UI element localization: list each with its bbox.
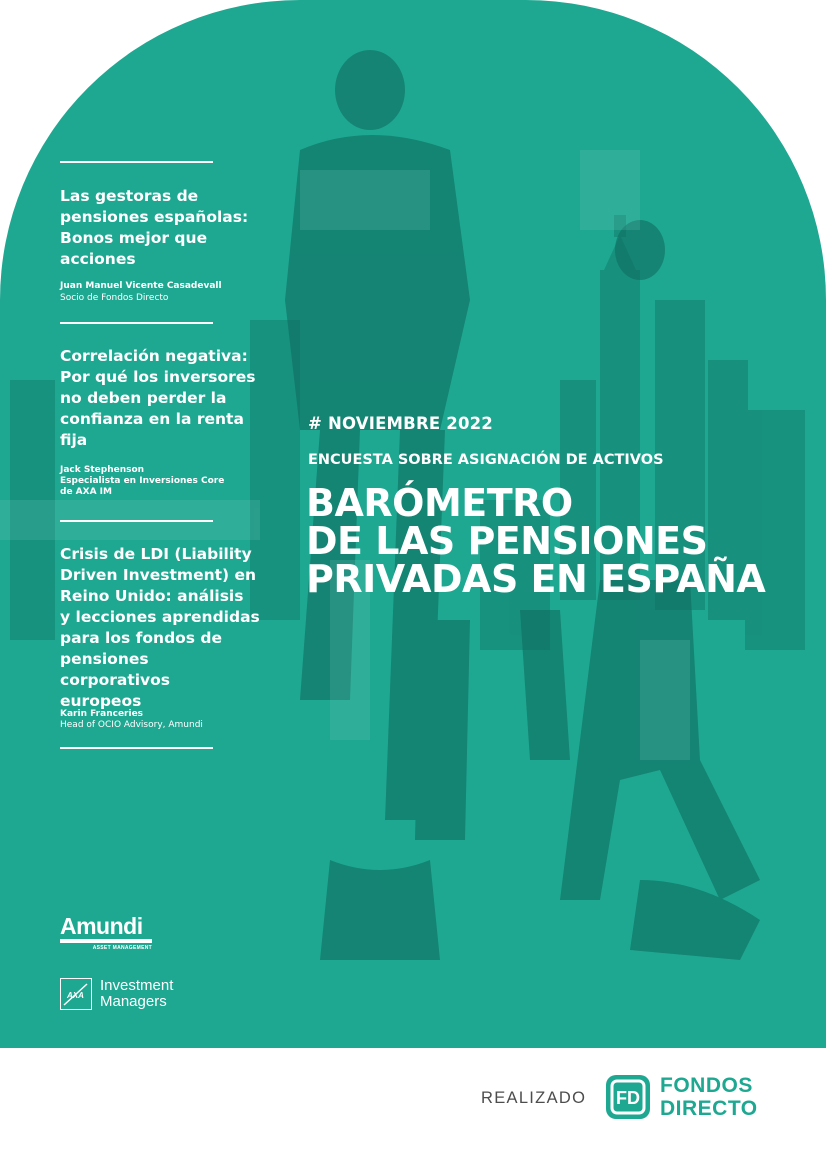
amundi-tagline: ASSET MANAGEMENT (92, 945, 152, 951)
section-rule (60, 161, 213, 163)
author-role: Especialista en Inversiones Core de AXA IM (60, 476, 225, 497)
fondos-directo-wordmark: FONDOS (660, 1074, 753, 1097)
author-name: Karin Franceries (60, 709, 144, 719)
fondos-directo-wordmark: DIRECTO (660, 1097, 758, 1120)
axa-im-wordmark: Investment Managers (100, 977, 174, 1010)
issue-date: # NOVIEMBRE 2022 (308, 414, 493, 433)
article-title: Correlación negativa: Por qué los inversores no deben perder la confianza en la renta fija (60, 347, 256, 449)
survey-label: ENCUESTA SOBRE ASIGNACIÓN DE ACTIVOS (308, 452, 664, 468)
author-role: Head of OCIO Advisory, Amundi (60, 720, 203, 730)
axa-logo-icon (60, 978, 92, 1010)
fondos-directo-logo-icon (604, 1073, 652, 1121)
amundi-underline (60, 939, 152, 943)
section-rule (60, 322, 213, 324)
axa-box-text: AXA (67, 991, 84, 1000)
amundi-wordmark: Amundi (60, 913, 143, 939)
article-title: Crisis de LDI (Liability Driven Investment) en Reino Unido: análisis y lecciones aprendidas para los fondos de pensiones corporativos europeos (60, 545, 260, 710)
made-by-label: REALIZADO (481, 1089, 587, 1107)
section-rule (60, 747, 213, 749)
amundi-logo (60, 914, 155, 951)
article-title: Las gestoras de pensiones españolas: Bonos mejor que acciones (60, 187, 249, 268)
author-name: Jack Stephenson (60, 465, 145, 475)
fd-monogram: FD (616, 1088, 640, 1108)
section-rule (60, 520, 213, 522)
main-title: BARÓMETRO DE LAS PENSIONES PRIVADAS EN ESPAÑA (306, 481, 766, 601)
author-role: Socio de Fondos Directo (60, 293, 169, 303)
author-name: Juan Manuel Vicente Casadevall (60, 281, 222, 291)
